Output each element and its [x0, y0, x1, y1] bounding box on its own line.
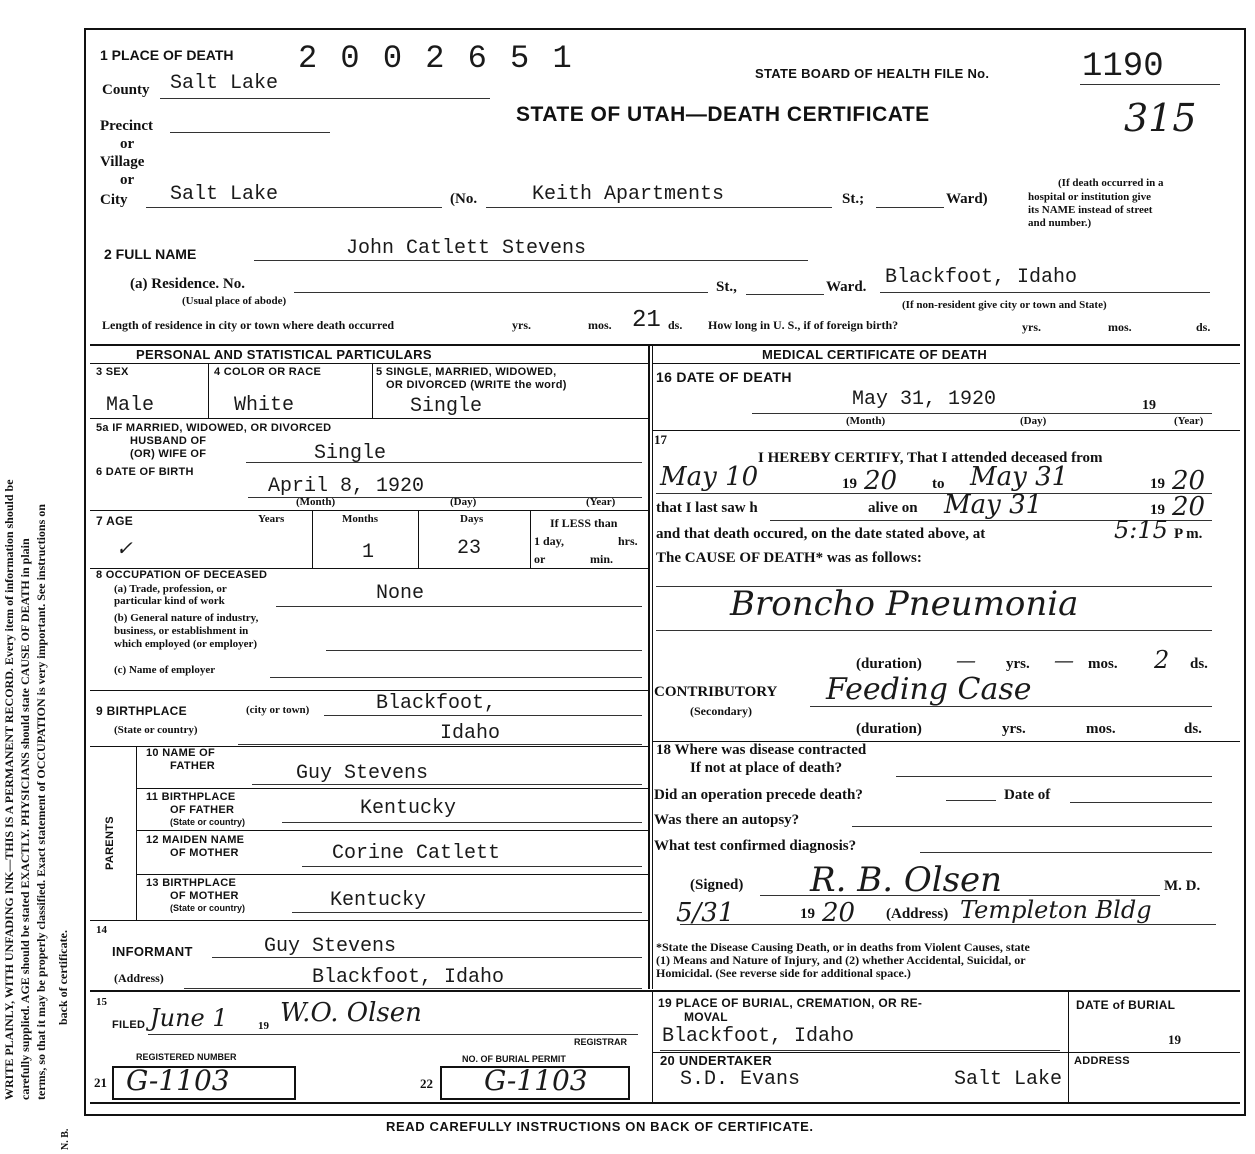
- occupation-a-1: (a) Trade, profession, or: [114, 583, 227, 595]
- test-label: What test confirmed diagnosis?: [654, 838, 857, 854]
- parents-side-label: PARENTS: [104, 816, 116, 870]
- not-at-place-label: If not at place of death?: [690, 760, 843, 776]
- secondary-label: (Secondary): [690, 704, 752, 718]
- undertaker-value: S.D. Evans: [680, 1068, 801, 1091]
- marital-value: Single: [410, 395, 483, 418]
- burial-place-label-2: MOVAL: [684, 1010, 728, 1024]
- foreign-ds-label: ds.: [1196, 320, 1211, 334]
- attended-from: May 10: [660, 462, 759, 492]
- precinct-label: Precinct: [100, 118, 154, 134]
- autopsy-label: Was there an autopsy?: [654, 812, 800, 828]
- length-ds-label: ds.: [668, 318, 683, 332]
- age-years-value: ✓: [116, 536, 133, 560]
- duration-ds: 2: [1154, 646, 1170, 674]
- dod-year-prefix: 19: [1142, 398, 1156, 413]
- undertaker-label: 20 UNDERTAKER: [660, 1053, 773, 1068]
- serial-number: 2 0 0 2 6 5 1: [298, 40, 574, 77]
- birthplace-label: 9 BIRTHPLACE: [96, 704, 187, 718]
- occupation-b-2: business, or establishment in: [114, 625, 249, 637]
- father-bp-label-2: OF FATHER: [170, 804, 235, 816]
- last-saw-label: that I last saw h: [656, 500, 758, 516]
- filed-label: FILED: [112, 1019, 146, 1031]
- attended-to: May 31: [970, 462, 1069, 492]
- contributory-label: CONTRIBUTORY: [654, 684, 778, 700]
- street-st-label: St.;: [842, 191, 865, 207]
- duration-yrs-label: yrs.: [1006, 656, 1030, 672]
- dob-month-label: (Month): [296, 496, 336, 508]
- time-of-death: 5:15: [1114, 516, 1168, 544]
- residence-ward-label: Ward.: [826, 279, 867, 295]
- age-label: 7 AGE: [96, 514, 134, 528]
- foreign-birth-label: How long in U. S., if of foreign birth?: [708, 318, 899, 332]
- signed-date: 5/31: [676, 898, 735, 928]
- one-day-label: 1 day,: [534, 534, 565, 548]
- county-value: Salt Lake: [170, 72, 279, 95]
- date-of-death-label: 16 DATE OF DEATH: [656, 369, 792, 385]
- informant-label: INFORMANT: [112, 944, 193, 959]
- margin-note-2: carefully supplied. AGE should be stated EXACTLY. PHYSICIANS should state CAUSE OF DEATH in plain: [18, 538, 32, 1100]
- file-number: 1190: [1082, 48, 1164, 86]
- informant-num: 14: [96, 924, 107, 936]
- age-months-value: 1: [362, 541, 375, 564]
- physician-signature: R. B. Olsen: [810, 860, 1003, 900]
- spouse-value: Single: [314, 442, 387, 465]
- duration-label: (duration): [856, 656, 922, 672]
- or-label-1: or: [120, 136, 135, 152]
- foreign-mos-label: mos.: [1108, 320, 1132, 334]
- medical-header: MEDICAL CERTIFICATE OF DEATH: [762, 347, 988, 362]
- hospital-note-3: its NAME instead of street: [1028, 204, 1153, 216]
- city-value: Salt Lake: [170, 183, 279, 206]
- hrs-label: hrs.: [618, 534, 638, 548]
- permit-prefix: 22: [420, 1076, 433, 1091]
- dod-day-label: (Day): [1020, 415, 1047, 427]
- length-of-residence-label: Length of residence in city or town where death occurred: [102, 318, 395, 332]
- duration2-label: (duration): [856, 721, 922, 737]
- informant-value: Guy Stevens: [264, 935, 397, 958]
- burial-place-label-1: 19 PLACE OF BURIAL, CREMATION, OR RE-: [658, 996, 923, 1010]
- filed-date: June 1: [150, 1004, 228, 1032]
- to-label: to: [932, 476, 945, 492]
- mother-bp-label-2: OF MOTHER: [170, 890, 239, 902]
- informant-address-label: (Address): [114, 971, 164, 985]
- father-name-value: Guy Stevens: [296, 762, 429, 785]
- father-bp-label-1: 11 BIRTHPLACE: [146, 791, 236, 803]
- spouse-label-1: 5a IF MARRIED, WIDOWED, OR DIVORCED: [96, 422, 332, 434]
- registered-prefix: 21: [94, 1075, 107, 1090]
- village-label: Village: [100, 154, 145, 170]
- marital-label-1: 5 SINGLE, MARRIED, WIDOWED,: [376, 366, 557, 378]
- ward-label: Ward): [946, 191, 988, 207]
- sex-label: 3 SEX: [96, 366, 129, 378]
- burial-permit-label: NO. OF BURIAL PERMIT: [462, 1054, 566, 1064]
- or-label-2: or: [120, 172, 135, 188]
- signature-address-label: (Address): [886, 906, 949, 922]
- duration2-yrs-label: yrs.: [1002, 721, 1026, 737]
- occupation-b-3: which employed (or employer): [114, 638, 258, 650]
- footnote-1: *State the Disease Causing Death, or in deaths from Violent Causes, state: [656, 940, 1030, 954]
- duration-yrs: —: [956, 648, 976, 672]
- alive-on-label: alive on: [868, 500, 918, 516]
- birthplace-state: Idaho: [440, 722, 501, 745]
- duration-ds-label: ds.: [1190, 656, 1208, 672]
- street-no-label: (No.: [450, 191, 478, 207]
- less-than-label: If LESS than: [550, 516, 618, 530]
- filed-num: 15: [96, 996, 107, 1008]
- filed-year-prefix: 19: [258, 1020, 269, 1032]
- certify-text: I HEREBY CERTIFY, That I attended deceased from: [758, 450, 1103, 466]
- father-name-label-1: 10 NAME OF: [146, 747, 216, 759]
- contributory-cause: Feeding Case: [826, 672, 1032, 707]
- age-years-label: Years: [258, 513, 285, 525]
- signed-label: (Signed): [690, 877, 744, 893]
- occupation-value: None: [376, 582, 425, 605]
- spouse-label-3: (OR) WIFE OF: [130, 448, 207, 460]
- burial-permit-number: G-1103: [484, 1064, 588, 1097]
- duration-mos: —: [1054, 648, 1074, 672]
- signed-year-prefix: 19: [800, 906, 815, 922]
- dob-label: 6 DATE OF BIRTH: [96, 466, 194, 478]
- length-days-value: 21: [632, 307, 661, 334]
- place-of-death-label: 1 PLACE OF DEATH: [100, 47, 234, 63]
- dob-value: April 8, 1920: [268, 475, 425, 498]
- signed-year: 20: [822, 898, 856, 928]
- birthplace-state-label: (State or country): [114, 724, 198, 736]
- hospital-note-1: (If death occurred in a: [1058, 177, 1164, 189]
- margin-note-4: back of certificate.: [56, 930, 70, 1025]
- duration-mos-label: mos.: [1088, 656, 1118, 672]
- mother-name-value: Corine Catlett: [332, 842, 501, 865]
- occupation-a-2: particular kind of work: [114, 595, 225, 607]
- duration2-mos-label: mos.: [1086, 721, 1116, 737]
- full-name-label: 2 FULL NAME: [104, 246, 197, 262]
- mother-bp-value: Kentucky: [330, 889, 427, 912]
- dob-day-label: (Day): [450, 496, 477, 508]
- dod-year-label: (Year): [1174, 415, 1204, 427]
- signature-address: Templeton Bldg: [960, 896, 1152, 924]
- year-a: 20: [864, 466, 898, 496]
- min-label: min.: [590, 552, 614, 566]
- cause-label: The CAUSE OF DEATH* was as follows:: [656, 550, 922, 566]
- mother-bp-label-1: 13 BIRTHPLACE: [146, 877, 237, 889]
- marital-label-2: OR DIVORCED (WRITE the word): [386, 379, 567, 391]
- length-mos-label: mos.: [588, 318, 612, 332]
- residence-sub: (Usual place of abode): [182, 295, 287, 307]
- footnote-3: Homicidal. (See reverse side for additional space.): [656, 966, 911, 980]
- file-number-label: STATE BOARD OF HEALTH FILE No.: [755, 66, 990, 81]
- burial-date-label: DATE of BURIAL: [1076, 998, 1176, 1012]
- pm-label: P m.: [1174, 526, 1203, 542]
- nonresident-note: (If non-resident give city or town and State): [902, 299, 1107, 311]
- date-of-label: Date of: [1004, 787, 1051, 803]
- date-of-death-value: May 31, 1920: [852, 388, 997, 411]
- undertaker-address: Salt Lake: [954, 1068, 1063, 1091]
- disease-contracted-label: 18 Where was disease contracted: [656, 742, 867, 758]
- last-seen-date: May 31: [944, 490, 1043, 520]
- duration2-ds-label: ds.: [1184, 721, 1202, 737]
- dod-month-label: (Month): [846, 415, 886, 427]
- operation-label: Did an operation precede death?: [654, 787, 863, 803]
- birthplace-city: Blackfoot,: [376, 692, 497, 715]
- residence-label: (a) Residence. No.: [130, 276, 245, 292]
- mother-bp-label-3: (State or country): [170, 903, 246, 913]
- year19-a: 19: [842, 476, 857, 492]
- footer-instructions: READ CAREFULLY INSTRUCTIONS ON BACK OF CERTIFICATE.: [386, 1119, 814, 1134]
- year-b: 20: [1172, 466, 1206, 496]
- personal-header: PERSONAL AND STATISTICAL PARTICULARS: [136, 347, 432, 362]
- death-occurred-label: and that death occured, on the date stated above, at: [656, 526, 986, 542]
- year-c: 20: [1172, 492, 1206, 522]
- registered-number: G-1103: [126, 1064, 230, 1097]
- county-label: County: [102, 82, 150, 98]
- margin-side-code: N. B.: [60, 1128, 71, 1150]
- hospital-note-4: and number.): [1028, 217, 1092, 229]
- city-label: City: [100, 192, 128, 208]
- undertaker-address-label: ADDRESS: [1074, 1055, 1130, 1067]
- footnote-2: (1) Means and Nature of Injury, and (2) whether Accidental, Suicidal, or: [656, 953, 1026, 967]
- age-days-value: 23: [457, 537, 482, 560]
- filed-signature: W.O. Olsen: [280, 998, 422, 1028]
- mother-name-label-2: OF MOTHER: [170, 847, 239, 859]
- age-days-label: Days: [460, 513, 484, 525]
- or-min-label: or: [534, 552, 546, 566]
- color-label: 4 COLOR OR RACE: [214, 366, 322, 378]
- foreign-yrs-label: yrs.: [1022, 320, 1041, 334]
- cause-of-death: Broncho Pneumonia: [730, 584, 1079, 624]
- birthplace-sub-label: (city or town): [246, 704, 310, 716]
- certificate-title: STATE OF UTAH—DEATH CERTIFICATE: [516, 103, 930, 126]
- burial-year-prefix: 19: [1168, 1032, 1181, 1047]
- full-name-value: John Catlett Stevens: [346, 237, 587, 260]
- dob-year-label: (Year): [586, 496, 616, 508]
- margin-note-3: terms, so that it may be properly classified. Exact statement of OCCUPATION is very important. See instructions on: [34, 504, 48, 1100]
- father-bp-value: Kentucky: [360, 797, 457, 820]
- certify-num: 17: [654, 432, 667, 447]
- occupation-c: (c) Name of employer: [114, 664, 216, 676]
- burial-place: Blackfoot, Idaho: [662, 1025, 855, 1048]
- occupation-label: 8 OCCUPATION OF DECEASED: [96, 569, 268, 581]
- registrar-label: REGISTRAR: [574, 1037, 628, 1047]
- father-name-label-2: FATHER: [170, 760, 215, 772]
- year19-b: 19: [1150, 476, 1165, 492]
- informant-address: Blackfoot, Idaho: [312, 966, 505, 989]
- length-yrs-label: yrs.: [512, 318, 531, 332]
- color-value: White: [234, 394, 295, 417]
- sex-value: Male: [106, 394, 155, 417]
- year19-c: 19: [1150, 502, 1165, 518]
- residence-st-label: St.,: [716, 279, 737, 295]
- hospital-note-2: hospital or institution give: [1028, 191, 1151, 203]
- street-value: Keith Apartments: [532, 183, 725, 206]
- occupation-b-1: (b) General nature of industry,: [114, 612, 259, 624]
- margin-number: 315: [1124, 96, 1197, 140]
- residence-value: Blackfoot, Idaho: [885, 266, 1078, 289]
- age-months-label: Months: [342, 513, 379, 525]
- margin-note-1: WRITE PLAINLY, WITH UNFADING INK—THIS IS A PERMANENT RECORD. Every item of information should be: [2, 479, 16, 1100]
- spouse-label-2: HUSBAND OF: [130, 435, 207, 447]
- father-bp-label-3: (State or country): [170, 817, 246, 827]
- md-label: M. D.: [1164, 878, 1201, 894]
- registered-number-label: REGISTERED NUMBER: [136, 1052, 237, 1062]
- mother-name-label-1: 12 MAIDEN NAME: [146, 834, 245, 846]
